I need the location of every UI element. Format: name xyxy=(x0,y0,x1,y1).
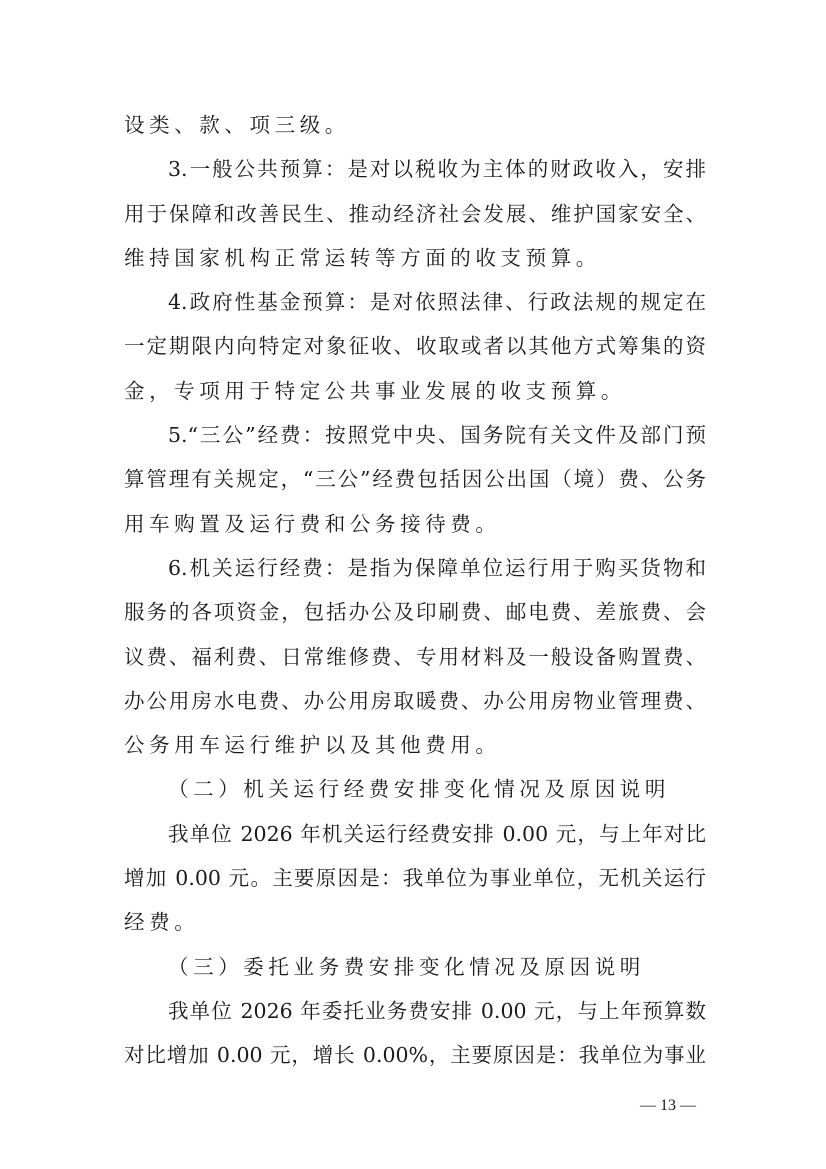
text-line: 我单位 2026 年机关运行经费安排 0.00 元，与上年对比 xyxy=(168,821,706,846)
text-line: 办公用房水电费、办公用房取暖费、办公用房物业管理费、 xyxy=(124,688,706,713)
text-line: 服务的各项资金，包括办公及印刷费、邮电费、差旅费、会 xyxy=(124,600,706,625)
text-line: 算管理有关规定，“三公”经费包括因公出国（境）费、公务 xyxy=(124,467,706,492)
text-line: 公务用车运行维护以及其他费用。 xyxy=(124,733,501,758)
text-line: 6.机关运行经费：是指为保障单位运行用于购买货物和 xyxy=(168,555,706,580)
text-line: 4.政府性基金预算：是对依照法律、行政法规的规定在 xyxy=(168,290,706,315)
page-number: — 13 — xyxy=(640,1097,696,1114)
text-line: 经费。 xyxy=(124,910,200,935)
text-line: 议费、福利费、日常维修费、专用材料及一般设备购置费、 xyxy=(124,644,706,669)
text-line: 我单位 2026 年委托业务费安排 0.00 元，与上年预算数 xyxy=(168,998,706,1023)
section-heading: （二）机关运行经费安排变化情况及原因说明 xyxy=(168,777,670,802)
text-line: 用车购置及运行费和公务接待费。 xyxy=(124,511,501,536)
text-line: 增加 0.00 元。主要原因是：我单位为事业单位，无机关运行 xyxy=(124,866,706,891)
text-line: 5.“三公”经费：按照党中央、国务院有关文件及部门预 xyxy=(168,423,706,448)
text-line: 设类、款、项三级。 xyxy=(124,113,350,137)
text-line: 一定期限内向特定对象征收、收取或者以其他方式筹集的资 xyxy=(124,334,706,359)
text-line: 对比增加 0.00 元，增长 0.00%，主要原因是：我单位为事业 xyxy=(124,1043,706,1068)
text-line: 维持国家机构正常运转等方面的收支预算。 xyxy=(124,245,601,270)
section-heading: （三）委托业务费安排变化情况及原因说明 xyxy=(168,954,645,979)
text-line: 3.一般公共预算：是对以税收为主体的财政收入，安排 xyxy=(168,157,706,182)
text-line: 用于保障和改善民生、推动经济社会发展、维护国家安全、 xyxy=(124,201,706,226)
text-line: 金，专项用于特定公共事业发展的收支预算。 xyxy=(124,378,626,403)
body-text xyxy=(124,103,706,1078)
